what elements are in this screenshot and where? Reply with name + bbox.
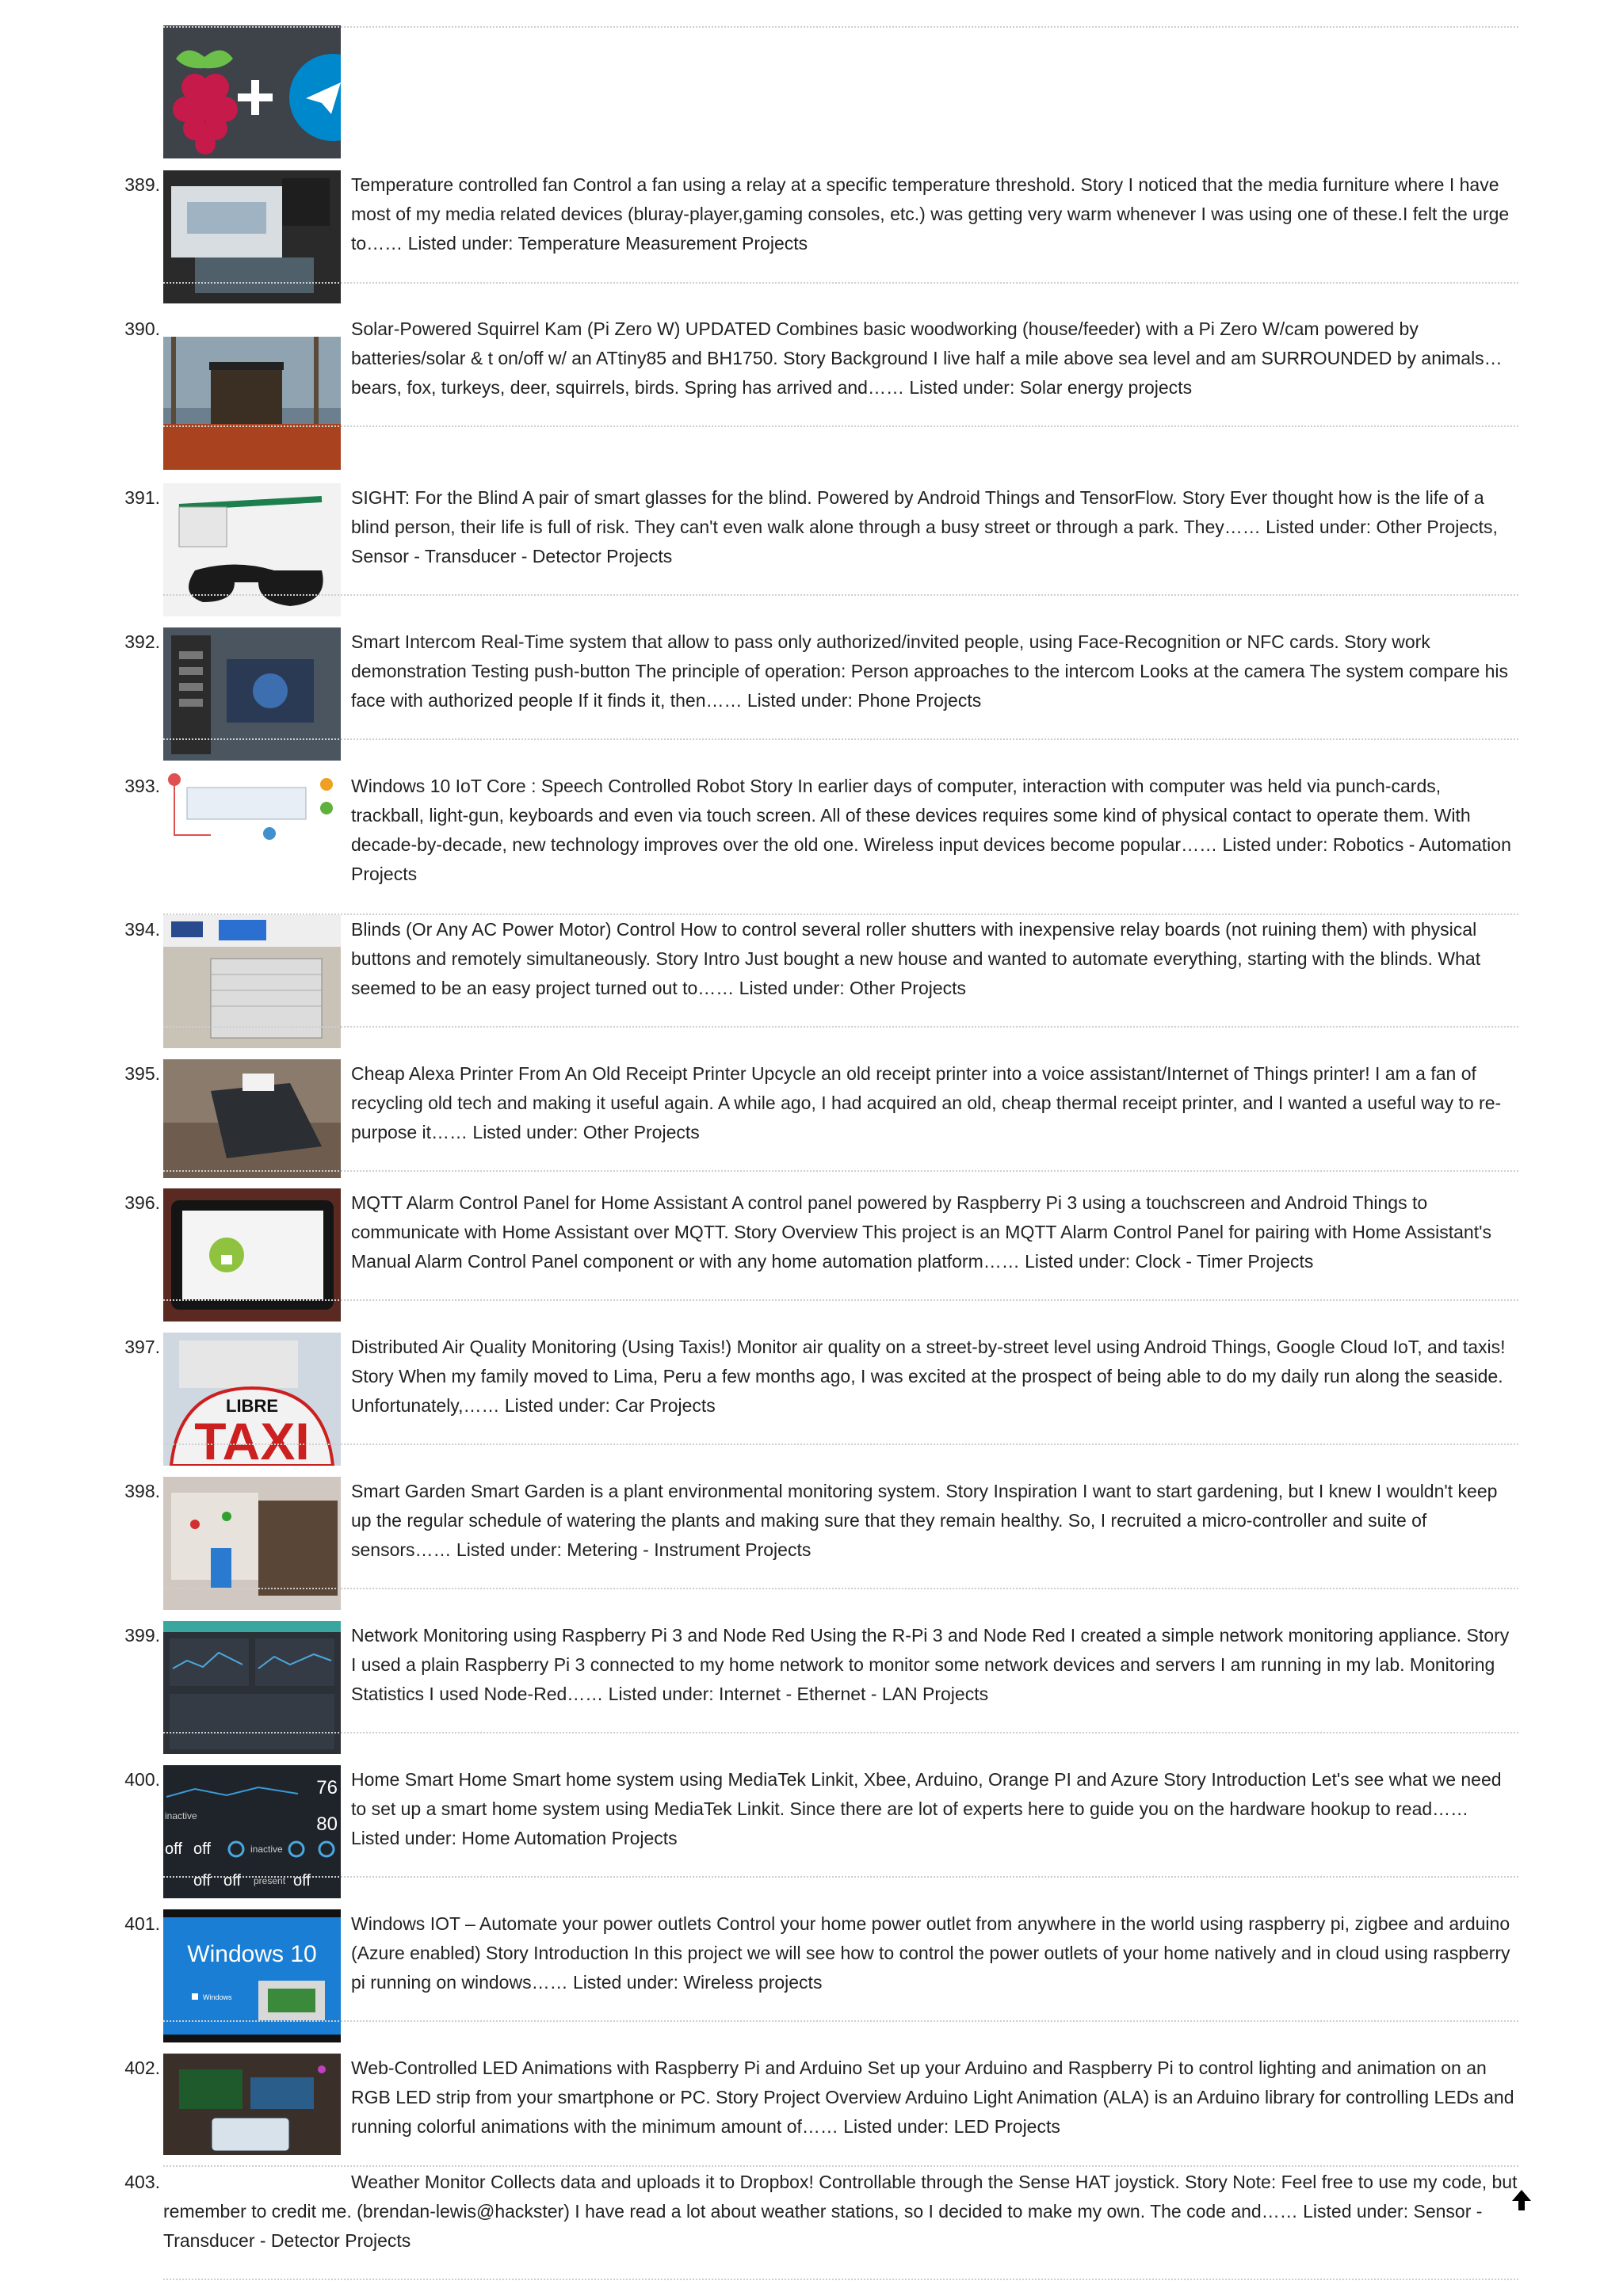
item-thumbnail[interactable] <box>163 1059 341 1178</box>
item-description[interactable]: SIGHT: For the Blind A pair of smart glasses for the blind. Powered by Android Things and TensorFlow. Story Ever thought how is the life of a blind person, their life is full of risk. They can't even walk alone through a busy street or through a park. They…… Listed under: Other Projects, Sensor - Transducer - Detector Projects <box>351 487 1498 566</box>
divider <box>163 425 1518 427</box>
taxi-sign-top: LIBRE <box>226 1396 278 1416</box>
item-thumbnail[interactable] <box>163 1477 341 1610</box>
divider <box>163 282 1518 284</box>
dash-off: off <box>193 1840 211 1858</box>
divider <box>163 1299 1518 1301</box>
dash-value-76: 76 <box>316 1777 338 1798</box>
divider <box>163 1444 1518 1445</box>
item-number: 399. <box>124 1625 160 1646</box>
item-number: 397. <box>124 1337 160 1357</box>
item-description[interactable]: Home Smart Home Smart home system using MediaTek Linkit, Xbee, Arduino, Orange PI and Azure Story Introduction Let's see what we need to set up a smart home system using MediaTek Linkit. Since there are lot of experts here to guide you on the hardware hookup to read…… Listed under: Home Automation Projects <box>351 1769 1502 1848</box>
item-number: 402. <box>124 2058 160 2078</box>
dash-off: off <box>223 1872 241 1890</box>
item-number: 396. <box>124 1192 160 1213</box>
dash-off: off <box>193 1872 211 1890</box>
dash-off: off <box>165 1840 182 1858</box>
item-thumbnail[interactable] <box>163 1765 341 1898</box>
item-number: 393. <box>124 776 160 796</box>
item-description[interactable]: Network Monitoring using Raspberry Pi 3 and Node Red Using the R-Pi 3 and Node Red I created a simple network monitoring appliance. Story I used a plain Raspberry Pi 3 connected to my home network to monitor some network devices and servers I am running in my lab. Monitoring Statistics I used Node-Red…… Listed under: Internet - Ethernet - LAN Projects <box>351 1625 1510 1704</box>
item-thumbnail[interactable] <box>163 915 341 1048</box>
item-thumbnail[interactable] <box>163 1333 341 1466</box>
taxi-sign-main: TAXI <box>194 1412 310 1466</box>
item-number: 390. <box>124 318 160 339</box>
dash-present: present <box>254 1875 286 1886</box>
item-thumbnail[interactable] <box>163 1909 341 2042</box>
item-description[interactable]: Solar-Powered Squirrel Kam (Pi Zero W) UPDATED Combines basic woodworking (house/feeder) with a Pi Zero W/cam powered by batteries/solar & t on/off w/ an ATtiny85 and BH1750. Story Background I live half a mile above sea level and am SURROUNDED by animals… bears, fox, turkeys, deer, squirrels, birds. Spring has arrived and…… Listed under: Solar energy projects <box>351 318 1503 398</box>
item-number: 391. <box>124 487 160 508</box>
dash-status: inactive <box>165 1810 197 1821</box>
item-number: 400. <box>124 1769 160 1790</box>
item-description[interactable]: Web-Controlled LED Animations with Raspberry Pi and Arduino Set up your Arduino and Raspberry Pi to control lighting and animation on an RGB LED strip from your smartphone or PC. Story Project Overview Arduino Light Animation (ALA) is an Arduino library for controlling LEDs and running colorful animations with the minimum amount of…… Listed under: LED Projects <box>351 2058 1514 2137</box>
item-thumbnail[interactable] <box>163 1188 341 1322</box>
item-number: 398. <box>124 1481 160 1501</box>
scroll-to-top-button[interactable] <box>1510 2187 1533 2214</box>
item-description[interactable]: Temperature controlled fan Control a fan using a relay at a specific temperature threshold. Story I noticed that the media furniture where I have most of my media related devices (bluray-player,gaming consoles, etc.) was getting very warm whenever I was using one of these.I felt the urge to…… Listed under: Temperature Measurement Projects <box>351 174 1510 254</box>
item-description[interactable]: Blinds (Or Any AC Power Motor) Control How to control several roller shutters with inexpensive relay boards (not ruining them) with physical buttons and remotely simultaneously. Story Intro Just bought a new house and wanted to automate everything, starting with the blinds. What seemed to be an easy project turned out to…… Listed under: Other Projects <box>351 919 1481 998</box>
divider <box>163 738 1518 740</box>
divider <box>163 1026 1518 1028</box>
item-number: 401. <box>124 1913 160 1934</box>
item-number: 395. <box>124 1063 160 1084</box>
windows-sub-label: Windows <box>203 1993 232 2001</box>
item-description[interactable]: Cheap Alexa Printer From An Old Receipt Printer Upcycle an old receipt printer into a voice assistant/Internet of Things printer! I am a fan of recycling old tech and making it useful again. A while ago, I had acquired an old, cheap thermal receipt printer, and I wanted a useful way to re-purpose it…… Listed under: Other Projects <box>351 1063 1502 1142</box>
item-number: 394. <box>124 919 160 940</box>
divider <box>163 26 1518 28</box>
divider <box>163 1876 1518 1878</box>
item-description[interactable]: Smart Garden Smart Garden is a plant environmental monitoring system. Story Inspiration I want to start gardening, but I knew I wouldn't keep up the regular schedule of watering the plants and making sure that they remain healthy. So, I recruited a micro-controller and suite of sensors…… Listed under: Metering - Instrument Projects <box>351 1481 1498 1560</box>
raspberry-telegram-thumbnail[interactable] <box>163 25 341 158</box>
item-thumbnail[interactable] <box>163 772 341 887</box>
divider <box>163 2020 1518 2022</box>
item-description[interactable]: Windows 10 IoT Core : Speech Controlled Robot Story In earlier days of computer, interaction with computer was held via punch-cards, trackball, light-gun, keyboards and even via touch screen. All of these devices requires some kind of physical contact to operate them. With decade-by-decade, new technology improves over the old one. Wireless input devices become popular…… Listed under: Robotics - Automation Projects <box>351 776 1511 884</box>
item-description[interactable]: MQTT Alarm Control Panel for Home Assistant A control panel powered by Raspberry Pi 3 using a touchscreen and Android Things to communicate with Home Assistant over MQTT. Story Overview This project is an MQTT Alarm Control Panel for pairing with Home Assistant's Manual Alarm Control Panel component or with any home automation platform…… Listed under: Clock - Timer Projects <box>351 1192 1491 1272</box>
item-number: 392. <box>124 631 160 652</box>
item-description[interactable]: Distributed Air Quality Monitoring (Using Taxis!) Monitor air quality on a street-by-street level using Android Things, Google Cloud IoT, and taxis! Story When my family moved to Lima, Peru a few months ago, I was excited at the prospect of being able to do my daily run along the seaside. Unfortunately,…… Listed under: Car Projects <box>351 1337 1506 1416</box>
dash-status: inactive <box>250 1844 283 1855</box>
divider <box>163 2279 1518 2280</box>
arrow-up-icon <box>1510 2187 1533 2214</box>
divider <box>163 1732 1518 1733</box>
item-thumbnail[interactable] <box>163 627 341 761</box>
item-thumbnail[interactable] <box>163 483 341 616</box>
item-thumbnail[interactable] <box>163 337 341 470</box>
divider <box>163 594 1518 596</box>
divider <box>163 2165 1518 2167</box>
dash-value-80: 80 <box>316 1814 338 1835</box>
item-description[interactable]: Windows IOT – Automate your power outlets Control your home power outlet from anywhere in the world using raspberry pi, zigbee and arduino (Azure enabled) Story Introduction In this project we will see how to control the power outlets of your home natively and in cloud using raspberry pi running on windows…… Listed under: Wireless projects <box>351 1913 1510 1993</box>
item-number: 389. <box>124 174 160 195</box>
windows10-label: Windows 10 <box>187 1941 317 1967</box>
item-description[interactable]: Weather Monitor Collects data and uploads it to Dropbox! Controllable through the Sense HAT joystick. Story Note: Feel free to use my code, but remember to credit me. (brendan-lewis@hackster) I have read a lot about weather stations, so I decided to make my own. The code and…… Listed under: Sensor - Transducer - Detector Projects <box>163 2172 1518 2251</box>
item-thumbnail[interactable] <box>163 1621 341 1754</box>
divider <box>163 1588 1518 1589</box>
divider <box>163 1170 1518 1172</box>
item-thumbnail[interactable] <box>163 2054 341 2155</box>
item-number: 403. <box>124 2172 160 2192</box>
item-description[interactable]: Smart Intercom Real-Time system that allow to pass only authorized/invited people, using Face-Recognition or NFC cards. Story work demonstration Testing push-button The principle of operation: Person approaches to the intercom Looks at the camera The system compare his face with authorized people If it finds it, then…… Listed under: Phone Projects <box>351 631 1509 711</box>
dash-off: off <box>293 1872 311 1890</box>
